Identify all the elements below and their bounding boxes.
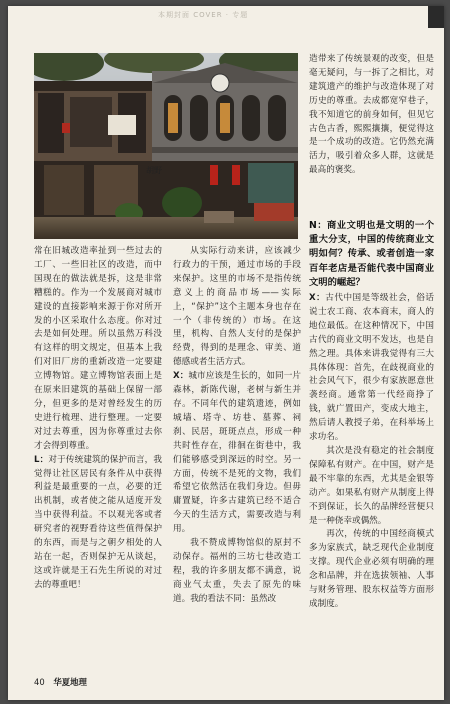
paragraph: 常在旧城改造率扯到一些过去的工厂、一些旧社区的改造，而中国现在的做法就是拆，这是非常糟糕的。作为一个发展商对城市建设的直接影响来源于你对所开发的小区采取什么态度。你对过去是如何处理。所以虽然万科没有这样的明文规定，但基本上我们对旧厂房的重新改造一定要建立博物馆。建立博物馆表面上是在原来旧建筑的基础上保留一部分，但更多的是对曾经发生的历史进行梳理、进行整理。一定要对过去尊重，因为你尊重过去你才会得到尊重。 [34,246,162,451]
right-column [309,213,434,612]
page-footer [34,676,87,688]
running-head: 本期封面 COVER · 专题 [158,11,249,19]
page-number: 40 [34,677,45,687]
magazine-name: 华夏地理 [53,677,87,687]
speaker-paragraph [34,454,162,593]
interview-question [309,219,434,290]
paragraph: 从实际行动来讲，应该减少行政力的干预，通过市场的手段来保护。这里的市场不是指传统意义上的商品市场——实际上，“保护”这个主题本身也存在一个（非传统的）市场。在这里，机构、自然人支付的是保护经费，得到的是理念、审美、道德感或者生活方式。 [173,246,301,368]
street-photo [34,53,298,239]
paragraph: 我不赞成博物馆似的原封不动保存。福州的三坊七巷改造工程，我的许多朋友都不满意，说商业气太重，失去了原先的味道。我的看法不同：虽然改 [173,538,301,604]
speaker-paragraph [173,370,301,537]
speaker-paragraph [309,292,434,445]
left-column [34,245,162,593]
street-photo-illustration [34,53,298,239]
speaker-text: 古代中国是等级社会，俗话说士农工商、农本商末，商人的地位最低。在这种情况下，中国古代的商业文明不发达，也是自然之理。具体来讲我觉得有三大具体体现：首先，在歧视商业的社会风气下，很少有家族愿意世袭经商。通常第一代经商挣了钱，就广置田产，变成大地主，然后请人教授子弟，在科举场上求功名。 [309,293,434,443]
speaker-text: 城市应该是生长的，如同一片森林，新陈代谢，老树与新生并存。不同年代的建筑遗迹，例如城墙、塔寺、坊巷、墓葬、祠刹、民居，斑斑点点，形成一种共时性存在，徘徊在街巷中，我们能够感受到深远的时空。另一方面，传统不是死的文物，我们希望它依然活在我们身边。但毋庸置疑，许多古建筑已经不适合今天的生活方式，需要改造与利用。 [173,371,301,535]
paragraph: 其次是没有稳定的社会制度保障私有财产。在中国，财产是最不牢靠的东西，尤其是金银等动产。如果私有财产从制度上得不到保证，长久的品牌经营便只是一种侥幸或偶然。 [309,445,434,526]
question-text: 商业文明也是文明的一个重大分支，中国的传统商业文明如何？传承、或者创造一家百年老店是否能代表中国商业文明的崛起？ [309,220,434,288]
shop-sign: 胡野 [146,166,162,175]
paragraph: 再次，传统的中国经商模式多为家族式，缺乏现代企业制度支撑。现代企业必须有明确的理念和品牌，并在选拔领袖、人事与财务管理、股东权益等方面形成制度。 [309,529,434,609]
question-label: N： [309,220,328,231]
speaker-label: X： [309,293,326,304]
speaker-label: X： [173,371,189,382]
paragraph: 造带来了传统景观的改变，但是毫无疑问，与一拆了之相比，对建筑遗产的维护与改造体现了对历史的尊重。去成都宽窄巷子，我不知道它的前身如何，但见它古色古香，熙熙攘攘，便觉得这是一个成功的改造。它仍然充满活力，吸引着众多人群，这就是最高的褒奖。 [309,54,434,176]
middle-column [173,245,301,607]
magazine-page [8,6,444,700]
page-corner-tab [428,6,444,28]
right-column-top [309,53,434,178]
speaker-text: 对于传统建筑的保护而言，我觉得让社区居民有条件从中获得利益是最重要的一点，必要的迁出机制，或者使之能从适度开发当中获得利益。不以观光客或者研究者的视野看待这些值得保护的东西，而是与之朝夕相处的人站在一起，否则保护无从谈起，这或许就是王石先生所说的对过去的尊重吧！ [34,454,162,590]
speaker-label: L： [34,454,49,465]
